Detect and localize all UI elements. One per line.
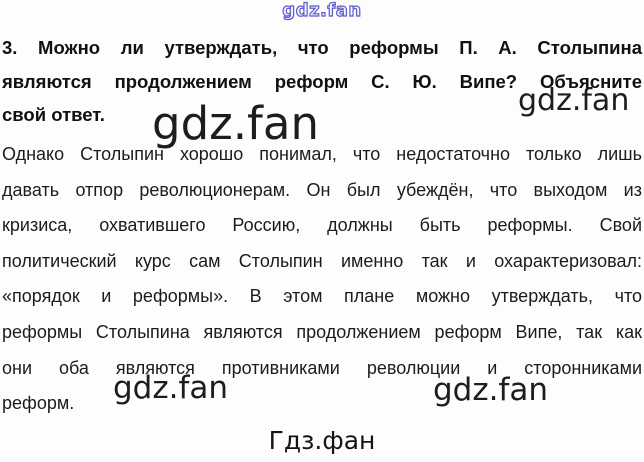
- question-line: являются продолжением реформ С. Ю. Випе? Объясните: [2, 70, 642, 92]
- watermark-bottom-left: gdz.fan: [113, 370, 229, 406]
- watermark-center: gdz.fan: [152, 97, 319, 150]
- watermark-bottom-right: gdz.fan: [433, 372, 549, 408]
- watermark-right: gdz.fan: [518, 83, 630, 118]
- answer-line: реформ.: [2, 393, 75, 414]
- answer-line: «порядок и реформы». В этом плане можно утверждать, что: [2, 286, 642, 307]
- answer-line: Однако Столыпин хорошо понимал, что недостаточно только лишь: [2, 144, 642, 164]
- answer-line: реформы Столыпина являются продолжением реформ Випе, так как: [2, 321, 642, 342]
- question-line: 3. Можно ли утверждать, что реформы П. А. Столыпина: [2, 37, 642, 58]
- site-footer-label: Гдз.фан: [268, 426, 376, 455]
- watermark-top: gdz.fan: [282, 0, 362, 21]
- answer-line: они оба являются противниками революции и сторонниками: [2, 357, 642, 378]
- answer-line: политический курс сам Столыпин именно так и охарактеризовал:: [2, 250, 642, 271]
- question-line: свой ответ.: [2, 104, 105, 125]
- answer-line: давать отпор революционерам. Он был убеждён, что выходом из: [2, 179, 642, 200]
- answer-line: кризиса, охватившего Россию, должны быть реформы. Свой: [2, 215, 642, 236]
